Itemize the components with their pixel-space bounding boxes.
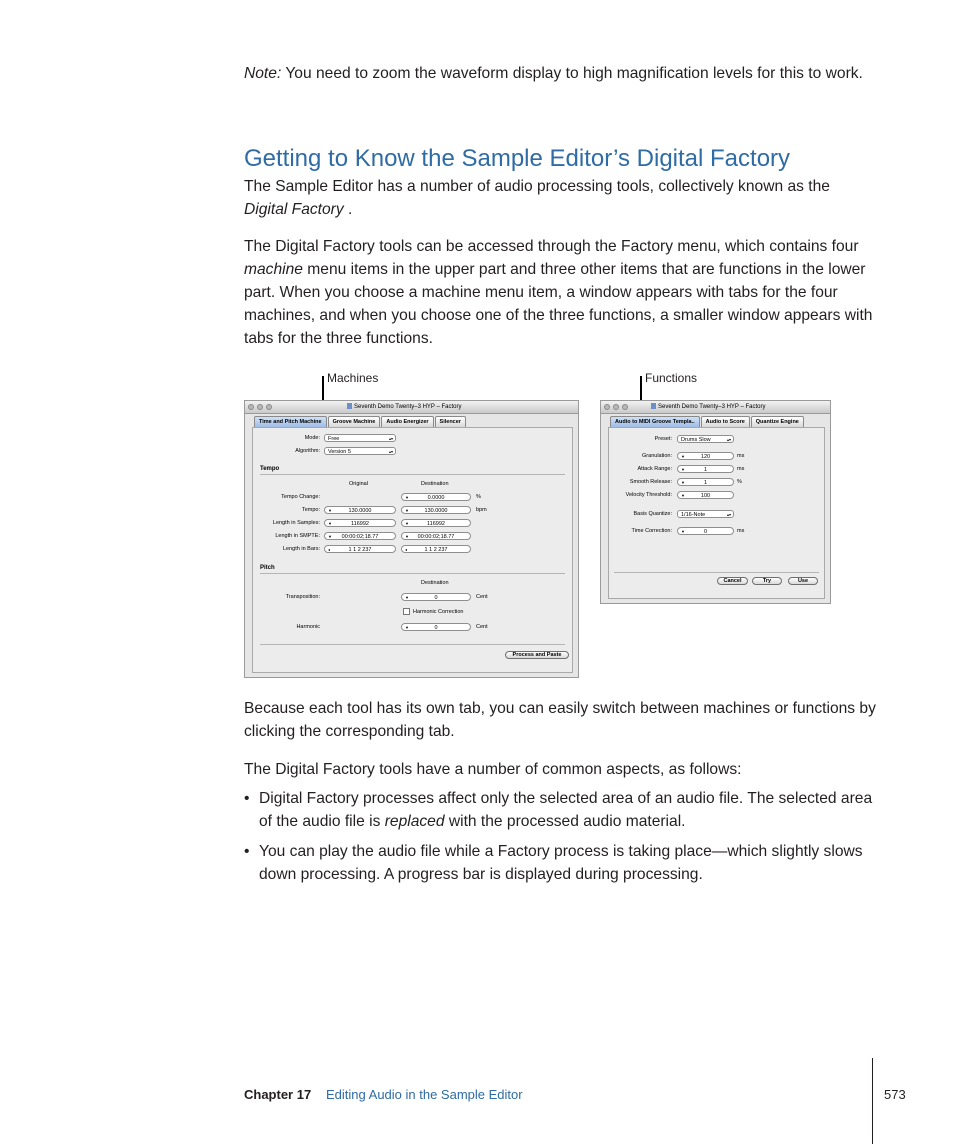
bullet1-italic: replaced (384, 813, 445, 830)
field-value: 120 (700, 454, 711, 460)
row-label: Basis Quantize: (633, 511, 672, 517)
zoom-icon[interactable] (266, 404, 272, 410)
bullet1-text-before: Digital Factory processes affect only the selected area of an audio file. The selected area of the audio file is (259, 790, 873, 830)
functions-panel (608, 427, 825, 599)
bottom-divider (614, 572, 819, 573)
arrow-icon: ▼ (681, 480, 685, 485)
updown-icon: ▴▾ (726, 512, 731, 517)
algorithm-select[interactable] (324, 447, 396, 455)
basis-quantize-select[interactable] (677, 510, 734, 518)
machines-window (244, 400, 579, 678)
row-label: Tempo: (301, 507, 320, 513)
field-value: 100 (700, 493, 711, 499)
bullet-item (244, 787, 876, 833)
transposition-field[interactable] (401, 593, 471, 601)
column-original: Original (349, 481, 368, 487)
arrow-icon: ▼ (328, 534, 332, 539)
tab-groove-machine[interactable]: Groove Machine (328, 416, 381, 427)
harmonic-field[interactable] (401, 623, 471, 631)
document-icon (347, 403, 352, 409)
functions-titlebar (601, 401, 830, 414)
factory-menu-text-before: The Digital Factory tools can be accessed through the Factory menu, which contains four (244, 238, 859, 255)
field-value: 130.0000 (424, 508, 448, 514)
bullet-marker: • (244, 843, 250, 860)
machines-window-title-text: Seventh Demo Twenty–3 HYP – Factory (354, 404, 462, 410)
transposition-label: Transposition: (285, 594, 320, 600)
field-value: 0.0000 (427, 495, 445, 501)
arrow-icon: ▼ (681, 467, 685, 472)
mode-label: Mode: (304, 435, 320, 441)
field-value: 130.0000 (348, 508, 372, 514)
factory-menu-italic: machine (244, 261, 303, 278)
field-value: 1 1 2 237 (348, 547, 372, 553)
preset-select[interactable] (677, 435, 734, 443)
arrow-icon: ▼ (405, 595, 409, 600)
close-icon[interactable] (248, 404, 254, 410)
field-value: 1 (703, 467, 708, 473)
minimize-icon[interactable] (257, 404, 263, 410)
bars-destination-field[interactable] (401, 545, 471, 553)
note-paragraph (244, 62, 874, 85)
smpte-original-field[interactable] (324, 532, 396, 540)
smooth-release-field[interactable] (677, 478, 734, 486)
unit-label: % (476, 494, 481, 500)
arrow-icon: ▼ (681, 529, 685, 534)
algorithm-label: Algorithm: (295, 448, 320, 454)
arrow-icon: ▼ (681, 454, 685, 459)
tempo-section-title: Tempo (260, 466, 280, 472)
mode-select[interactable] (324, 434, 396, 442)
row-label: Velocity Threshold: (625, 492, 672, 498)
algorithm-value: Version 5 (328, 449, 351, 455)
arrow-icon: ▼ (405, 534, 409, 539)
common-aspects-paragraph: The Digital Factory tools have a number of common aspects, as follows: (244, 761, 742, 778)
arrow-icon: ▼ (405, 625, 409, 630)
field-value: 116992 (427, 521, 445, 527)
arrow-icon: ▼ (328, 521, 332, 526)
smpte-destination-field[interactable] (401, 532, 471, 540)
bars-original-field[interactable] (324, 545, 396, 553)
updown-icon: ▴▾ (726, 437, 731, 442)
bullet-item (244, 840, 876, 886)
arrow-icon: ▼ (405, 521, 409, 526)
harmonic-correction-label: Harmonic Correction (413, 609, 464, 615)
footer-chapter-title: Editing Audio in the Sample Editor (326, 1087, 523, 1102)
row-label: Granulation: (642, 453, 672, 459)
samples-destination-field[interactable] (401, 519, 471, 527)
functions-window-title-text: Seventh Demo Twenty–3 HYP – Factory (658, 404, 766, 410)
document-icon (651, 403, 656, 409)
functions-window (600, 400, 831, 604)
section-heading: Getting to Know the Sample Editor’s Digital Factory (244, 145, 791, 172)
field-value: 00:00:02;18.77 (341, 534, 379, 540)
field-value: 1 1 2 237 (424, 547, 448, 553)
tab-quantize-engine[interactable]: Quantize Engine (751, 416, 804, 427)
tempo-divider (260, 474, 565, 475)
row-label: Length in Samples: (272, 520, 320, 526)
footer-divider (872, 1058, 873, 1144)
row-label: Preset: (654, 436, 672, 442)
arrow-icon: ◂ (405, 547, 408, 552)
unit-label: % (737, 479, 742, 485)
row-label: Tempo Change: (281, 494, 320, 500)
row-label: Length in SMPTE: (275, 533, 320, 539)
machines-window-title (347, 403, 462, 410)
mode-value: Free (328, 436, 340, 442)
note-text: You need to zoom the waveform display to high magnification levels for this to work. (281, 65, 863, 82)
attack-range-field[interactable] (677, 465, 734, 473)
footer-chapter: Chapter 17 (244, 1087, 312, 1102)
harmonic-correction-checkbox[interactable] (403, 608, 410, 615)
page-number: 573 (884, 1087, 906, 1102)
machines-titlebar (245, 401, 578, 414)
tab-audio-to-score[interactable]: Audio to Score (701, 416, 750, 427)
tempo-change-destination-field[interactable] (401, 493, 471, 501)
intro-paragraph (244, 175, 874, 221)
row-label: Time Correction: (631, 528, 672, 534)
unit-label: ms (737, 528, 745, 534)
time-correction-field[interactable] (677, 527, 734, 535)
field-value: 0 (434, 595, 438, 601)
functions-tabs (610, 416, 805, 426)
granulation-field[interactable] (677, 452, 734, 460)
factory-menu-text-after: menu items in the upper part and three other items that are functions in the lower part. When you choose a machine menu item, a window appears with tabs for the four machines, and when you choose one of the three functions, a smaller window appears with tabs for the three functions. (244, 261, 873, 347)
pitch-section-title: Pitch (260, 565, 275, 571)
intro-italic: Digital Factory (244, 201, 344, 218)
velocity-threshold-field[interactable] (677, 491, 734, 499)
note-label: Note: (244, 65, 282, 82)
tempo-destination-field[interactable] (401, 506, 471, 514)
column-destination: Destination (421, 481, 449, 487)
use-button[interactable]: Use (788, 577, 818, 585)
factory-menu-paragraph (244, 235, 876, 350)
intro-text: The Sample Editor has a number of audio processing tools, collectively known as the (244, 178, 830, 195)
callout-machines: Machines (327, 371, 379, 385)
unit-label: ms (737, 453, 745, 459)
harmonic-label: Harmonic (296, 624, 320, 630)
arrow-icon: ▼ (405, 508, 409, 513)
process-and-paste-button[interactable]: Process and Paste (505, 651, 569, 659)
updown-icon: ▴▾ (388, 436, 393, 441)
machines-tabs (254, 416, 467, 426)
functions-window-title (651, 403, 766, 410)
unit-label: Cent (476, 624, 488, 630)
row-label: Attack Range: (637, 466, 672, 472)
tab-silencer[interactable]: Silencer (435, 416, 466, 427)
field-value: 116992 (351, 521, 369, 527)
updown-icon: ▴▾ (388, 449, 393, 454)
pitch-divider (260, 573, 565, 574)
minimize-icon[interactable] (613, 404, 619, 410)
tab-audio-energizer[interactable]: Audio Energizer (381, 416, 433, 427)
tempo-original-field[interactable] (324, 506, 396, 514)
intro-end: . (343, 201, 353, 218)
bullet-marker: • (244, 790, 250, 807)
unit-label: ms (737, 466, 745, 472)
unit-label: bpm (476, 507, 487, 513)
cancel-button[interactable]: Cancel (717, 577, 748, 585)
machines-panel (252, 427, 573, 673)
arrow-icon: ▼ (405, 495, 409, 500)
samples-original-field[interactable] (324, 519, 396, 527)
field-value: 0 (434, 625, 438, 631)
unit-label: Cent (476, 594, 488, 600)
arrow-icon: ◂ (328, 547, 331, 552)
preset-value: Drums Slow (681, 437, 711, 443)
field-value: 00:00:02;18.77 (417, 534, 455, 540)
bullet2-text: You can play the audio file while a Factory process is taking place—which slightly slows down processing. A progress bar is displayed during processing. (259, 843, 863, 883)
row-label: Length in Bars: (283, 546, 320, 552)
close-icon[interactable] (604, 404, 610, 410)
bottom-divider (260, 644, 565, 645)
arrow-icon: ▼ (681, 493, 685, 498)
bullet1-text-after: with the processed audio material. (444, 813, 686, 830)
zoom-icon[interactable] (622, 404, 628, 410)
tab-audio-to-midi-groove-template[interactable]: Audio to MIDI Groove Templa.. (610, 416, 700, 427)
arrow-icon: ▼ (328, 508, 332, 513)
row-label: Smooth Release: (629, 479, 672, 485)
tab-time-and-pitch-machine[interactable]: Time and Pitch Machine (254, 416, 327, 427)
basis-quantize-value: 1/16-Note (681, 512, 706, 518)
try-button[interactable]: Try (752, 577, 782, 585)
callout-functions: Functions (645, 371, 698, 385)
field-value: 1 (703, 480, 708, 486)
field-value: 0 (703, 529, 708, 535)
tabs-paragraph: Because each tool has its own tab, you can easily switch between machines or functions by clicking the corresponding tab. (244, 700, 876, 740)
pitch-column-destination: Destination (421, 580, 449, 586)
